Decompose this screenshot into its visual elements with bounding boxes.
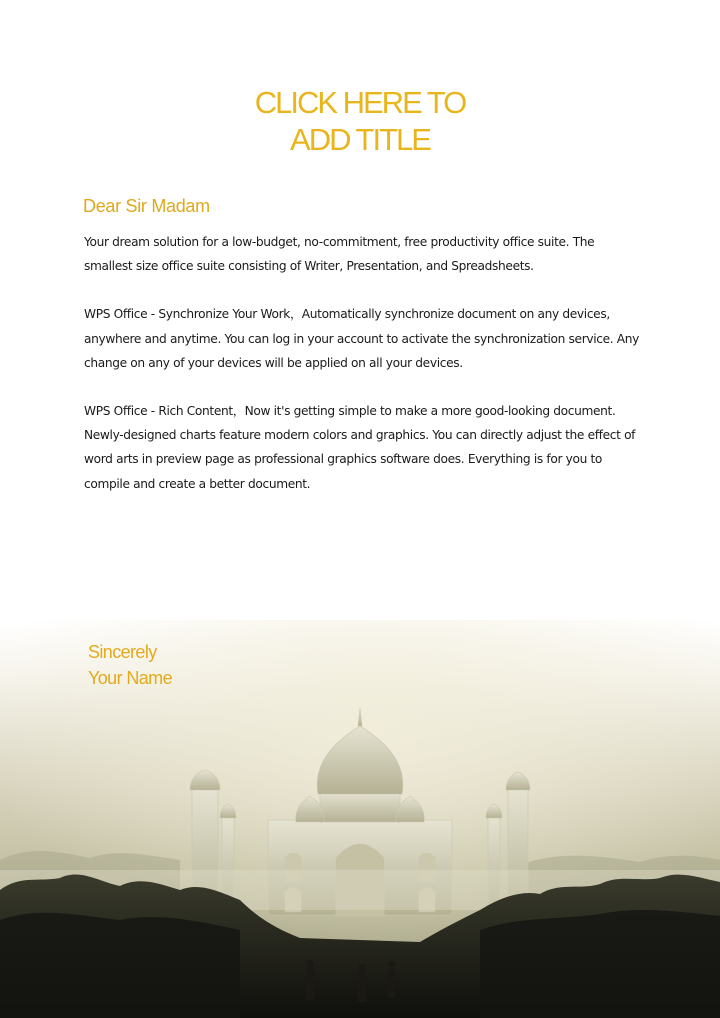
letter-body[interactable] (84, 230, 644, 520)
paragraph-2[interactable]: WPS Office - Synchronize Your Work，Automatically synchronize document on any devices, anywhere and anytime. You can log in your account to activate the synchronization service. Any change on any of your devices will be applied on all your devices. (84, 307, 640, 370)
document-title[interactable] (0, 84, 720, 158)
closing-text[interactable]: Sincerely (88, 642, 157, 662)
paragraph-1[interactable]: Your dream solution for a low-budget, no-commitment, free productivity office suite. The smallest size office suite consisting of Writer, Presentation, and Spreadsheets. (84, 235, 595, 274)
signature-name[interactable]: Your Name (88, 668, 172, 688)
title-line-2[interactable]: ADD TITLE (290, 122, 430, 157)
greeting[interactable]: Dear Sir Madam (83, 196, 210, 216)
paragraph-3[interactable]: WPS Office - Rich Content，Now it's getting simple to make a more good-looking document. Newly-designed charts feature modern colors and graphics. You can directly adjust the effect of word arts in preview page as professional graphics software does. Everything is for you to compile and create a better document. (84, 404, 636, 491)
closing-block[interactable] (88, 639, 172, 691)
title-line-1[interactable]: CLICK HERE TO (254, 85, 466, 120)
